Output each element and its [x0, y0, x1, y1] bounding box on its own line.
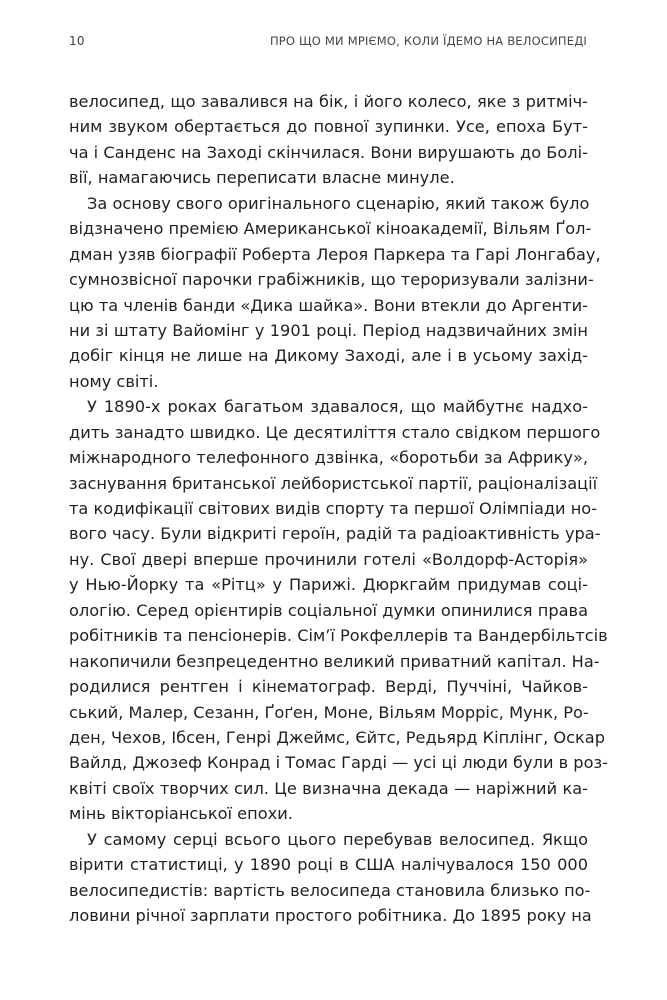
text-line: вірити статистиці, у 1890 році в США налічувалося 150 000 [69, 855, 588, 875]
text-line: заснування британської лейбористської партії, раціоналізації [69, 473, 598, 493]
running-title: ПРО ЩО МИ МРІЄМО, КОЛИ ЇДЕМО НА ВЕЛОСИПЕДІ [269, 34, 587, 48]
text-line: добіг кінця не лише на Дикому Заході, але і в усьому захід- [69, 346, 588, 366]
text-line: ну. Свої двері вперше прочинили готелі «Волдорф-Асторія» [69, 549, 588, 569]
page-number: 10 [69, 34, 85, 48]
text-line: велосипедистів: вартість велосипеда становила близько по- [69, 880, 591, 900]
text-line: мінь вікторіанської епохи. [69, 804, 293, 824]
text-line: Вайлд, Джозеф Конрад і Томас Гарді — усі ці люди були в роз- [69, 753, 608, 773]
text-line: цю та членів банди «Дика шайка». Вони втекли до Аргенти- [69, 295, 588, 315]
text-line: сумнозвісної парочки грабіжників, що тероризували залізни- [69, 270, 594, 290]
text-line: у Нью-Йорку та «Рітц» у Парижі. Дюркгайм придумав соці- [69, 575, 588, 595]
text-line: За основу свого оригінального сценарію, який також було [87, 193, 590, 213]
text-line: велосипед, що завалився на бік, і його колесо, яке з ритміч- [69, 92, 588, 111]
text-line: міжнародного телефонного дзвінка, «боротьби за Африку», [69, 448, 588, 468]
text-line: ловини річної зарплати простого робітника. До 1895 року на [69, 906, 592, 925]
text-line: ський, Малер, Сезанн, Ґоґен, Моне, Вільям Морріс, Мунк, Ро- [69, 702, 589, 722]
text-line: родилися рентген і кінематограф. Верді, Пуччіні, Чайков- [69, 677, 588, 697]
text-line: ден, Чехов, Ібсен, Генрі Джеймс, Єйтс, Редьярд Кіплінг, Оскар [69, 727, 605, 747]
text-line: накопичили безпрецедентно великий приватний капітал. На- [69, 651, 600, 671]
text-line: квіті своїх творчих сил. Це визначна декада — наріжний ка- [69, 778, 588, 798]
text-line: У 1890-х роках багатьом здавалося, що майбутнє надхо- [87, 397, 588, 417]
paragraph [69, 191, 601, 395]
text-line: ни зі штату Вайомінг у 1901 році. Період надзвичайних змін [69, 320, 588, 340]
paragraph [69, 89, 588, 191]
text-line: вії, намагаючись переписати власне минуле. [69, 168, 455, 188]
text-line: робітників та пенсіонерів. Сім’ї Рокфеллерів та Вандербільтсів [69, 626, 608, 646]
paragraph [69, 394, 608, 826]
paragraph [69, 827, 592, 929]
text-line: вого часу. Були відкриті героїн, радій та радіоактивність ура- [69, 524, 601, 544]
text-line: ному світі. [69, 371, 159, 391]
text-line: відзначено премією Американської кіноакадемії, Вільям Ґол- [69, 219, 592, 239]
text-line: дить занадто швидко. Це десятиліття стало свідком першого [69, 422, 601, 442]
text-line: У самому серці всього цього перебував велосипед. Якщо [87, 829, 588, 849]
text-line: ним звуком обертається до повної зупинки. Усе, епоха Бут- [69, 117, 588, 137]
text-line: дман узяв біографії Роберта Лероя Паркера та Гарі Лонгабау, [69, 244, 601, 264]
text-line: ологію. Серед орієнтирів соціальної думки опинилися права [69, 600, 588, 620]
text-line: та кодифікації світових видів спорту та першої Олімпіади но- [69, 499, 598, 518]
body-text [69, 89, 608, 928]
text-line: ча і Санденс на Заході скінчилася. Вони вирушають до Болі- [69, 142, 588, 162]
